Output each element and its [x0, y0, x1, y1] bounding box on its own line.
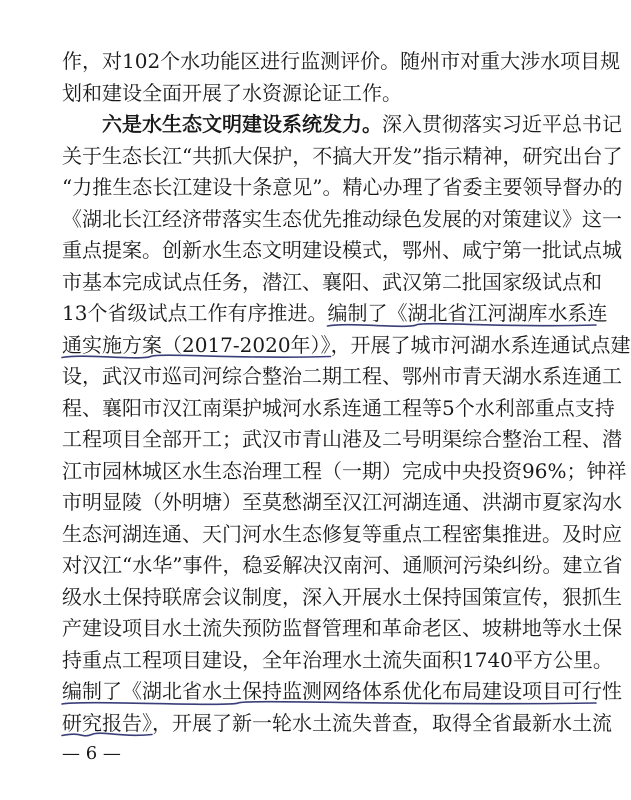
paragraph-line-7: [62, 235, 622, 265]
line-text: 划和建设全面开展了水资源论证工作。: [62, 80, 402, 105]
paragraph-line-9: [62, 298, 608, 328]
page-number: — 6 —: [62, 743, 121, 764]
underlined-phrase: 编制了《湖北省江河湖库水系连: [327, 301, 608, 325]
line-text: 设，武汉市巡司河综合整治二期工程、鄂州市青天湖水系连通工: [62, 364, 622, 388]
line-text: 程、襄阳市汉江南渠护城河水系连通工程等5个水利部重点支持: [62, 395, 615, 420]
underlined-phrase: 通实施方案（2017-2020年）》: [62, 332, 331, 357]
line-text: ，开展了城市河湖水系连通试点建: [330, 332, 631, 357]
paragraph-line-5: [62, 172, 623, 202]
line-text: 市明显陵（外明塘）至莫愁湖至汉江河湖连通、洪湖市夏家沟水: [62, 490, 622, 514]
paragraph-line-20: [62, 645, 613, 675]
paragraph-line-16: [62, 519, 622, 549]
paragraph-line-6: [62, 204, 622, 234]
paragraph-line-1: [62, 46, 621, 76]
line-text: 市基本完成试点任务，潜江、襄阳、武汉第二批国家级试点和: [62, 269, 602, 294]
underlined-phrase: 研究报告》: [62, 710, 152, 735]
paragraph-line-12: [62, 393, 615, 423]
paragraph-line-15: [62, 487, 622, 517]
paragraph-line-2: [62, 78, 562, 108]
line-text: 工程项目全部开工；武汉市青山港及二号明渠综合整治工程、潜: [62, 427, 622, 451]
line-text: 作，对102个水功能区进行监测评价。随州市对重大涉水项目规: [62, 49, 621, 73]
paragraph-line-13: [62, 424, 622, 454]
line-text: 《湖北长江经济带落实生态优先推动绿色发展的对策建议》这一: [62, 206, 622, 231]
paragraph-line-4: [62, 141, 623, 171]
line-text: 生态河湖连通、天门河水生态修复等重点工程密集推进。及时应: [62, 521, 622, 546]
section-heading: 六是水生态文明建设系统发力。: [102, 112, 382, 136]
line-text: 13个省级试点工作有序推进。: [62, 301, 328, 325]
paragraph-line-17: [62, 550, 623, 580]
line-text: 持重点工程项目建设，全年治理水土流失面积1740平方公里。: [62, 647, 613, 672]
paragraph-line-8: [62, 267, 602, 297]
paragraph-line-11: [62, 361, 622, 391]
paragraph-line-14: [62, 456, 627, 486]
paragraph-line-19: [62, 613, 622, 643]
paragraph-line-18: [62, 582, 622, 612]
line-text: 关于生态长江“共抓大保护，不搞大开发”指示精神，研究出台了: [62, 143, 623, 168]
line-text: 对汉江“水华”事件，稳妥解决汉南河、通顺河污染纠纷。建立省: [62, 553, 623, 577]
paragraph-line-21: [62, 676, 622, 706]
line-text: “力推生态长江建设十条意见”。精心办理了省委主要领导督办的: [62, 175, 623, 199]
paragraph-line-10: [62, 330, 631, 360]
line-text: 江市园林城区水生态治理工程（一期）完成中央投资96%；钟祥: [62, 458, 627, 483]
line-text: 重点提案。创新水生态文明建设模式，鄂州、咸宁第一批试点城: [62, 238, 622, 262]
line-text: 级水土保持联席会议制度，深入开展水土保持国策宣传，狠抓生: [62, 584, 622, 609]
paragraph-line-22: [62, 708, 612, 738]
section-heading-line: [102, 109, 622, 139]
line-text: ，开展了新一轮水土流失普查，取得全省最新水土流: [152, 710, 612, 735]
underlined-phrase: 编制了《湖北省水土保持监测网络体系优化布局建设项目可行性: [62, 679, 622, 703]
line-text: 深入贯彻落实习近平总书记: [382, 112, 622, 136]
line-text: 产建设项目水土流失预防监督管理和革命老区、坡耕地等水土保: [62, 616, 622, 640]
